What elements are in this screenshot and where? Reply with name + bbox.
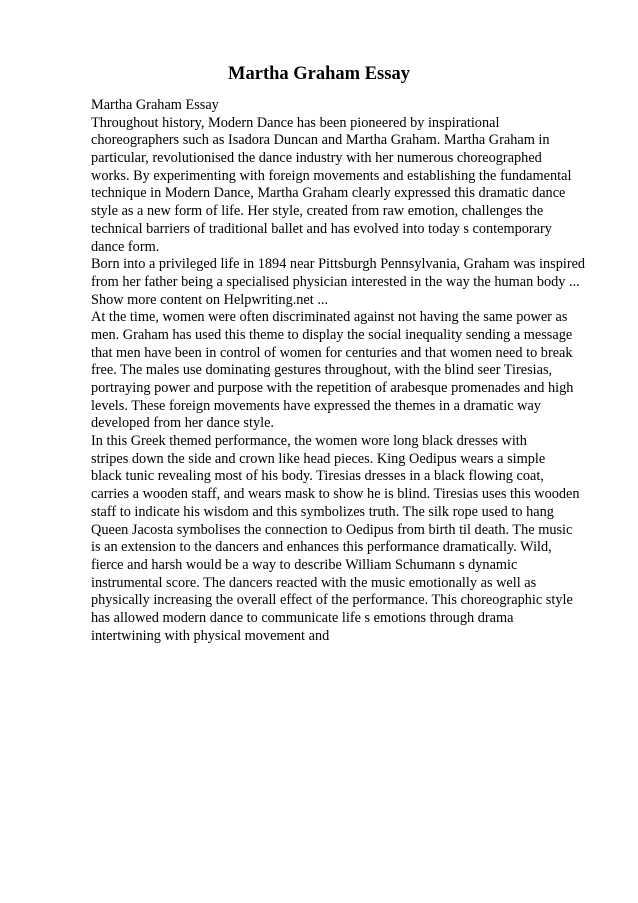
text-line: style as a new form of life. Her style, created from raw emotion, challenges the <box>91 203 544 220</box>
text-line: staff to indicate his wisdom and this symbolizes truth. The silk rope used to hang <box>91 503 554 520</box>
text-line: from her father being a specialised physician interested in the way the human body ... <box>91 273 580 290</box>
text-line: has allowed modern dance to communicate life s emotions through drama <box>91 609 514 626</box>
text-line: that men have been in control of women for centuries and that women need to break <box>91 344 573 361</box>
text-line: Show more content on Helpwriting.net ... <box>91 291 329 308</box>
text-line: stripes down the side and crown like head pieces. King Oedipus wears a simple <box>91 450 546 467</box>
text-line: dance form. <box>91 238 160 255</box>
text-line: Martha Graham Essay <box>91 97 219 113</box>
text-line: Born into a privileged life in 1894 near Pittsburgh Pennsylvania, Graham was inspired <box>91 256 586 273</box>
text-line: men. Graham has used this theme to display the social inequality sending a message <box>91 326 573 343</box>
text-line: particular, revolutionised the dance industry with her numerous choreographed <box>91 150 542 167</box>
text-line: carries a wooden staff, and wears mask to show he is blind. Tiresias uses this wooden <box>91 486 580 503</box>
text-line: In this Greek themed performance, the women wore long black dresses with <box>91 433 527 450</box>
text-line: portraying power and purpose with the repetition of arabesque promenades and high <box>91 380 574 396</box>
text-line: technique in Modern Dance, Martha Graham clearly expressed this dramatic dance <box>91 185 566 202</box>
text-line: Queen Jacosta symbolises the connection to Oedipus from birth til death. The music <box>91 521 573 538</box>
text-line: levels. These foreign movements have expressed the themes in a dramatic way <box>91 397 541 414</box>
text-line: At the time, women were often discriminated against not having the same power as <box>91 309 568 326</box>
text-line: Throughout history, Modern Dance has been pioneered by inspirational <box>91 114 500 131</box>
text-line: is an extension to the dancers and enhances this performance dramatically. Wild, <box>91 539 552 556</box>
text-line: instrumental score. The dancers reacted with the music emotionally as well as <box>91 574 537 591</box>
text-line: developed from her dance style. <box>91 415 275 432</box>
text-line: intertwining with physical movement and <box>91 627 330 644</box>
text-line: choreographers such as Isadora Duncan and Martha Graham. Martha Graham in <box>91 132 550 149</box>
essay-body <box>91 97 611 645</box>
text-line: black tunic revealing most of his body. Tiresias dresses in a black flowing coat, <box>91 468 544 485</box>
text-line: technical barriers of traditional ballet and has evolved into today s contemporary <box>91 220 552 237</box>
text-line: fierce and harsh would be a way to describe William Schumann s dynamic <box>91 556 518 573</box>
page-title: Martha Graham Essay <box>228 64 410 84</box>
text-line: physically increasing the overall effect of the performance. This choreographic style <box>91 592 573 609</box>
text-line: works. By experimenting with foreign movements and establishing the fundamental <box>91 167 572 184</box>
text-line: free. The males use dominating gestures throughout, with the blind seer Tiresias, <box>91 362 553 379</box>
